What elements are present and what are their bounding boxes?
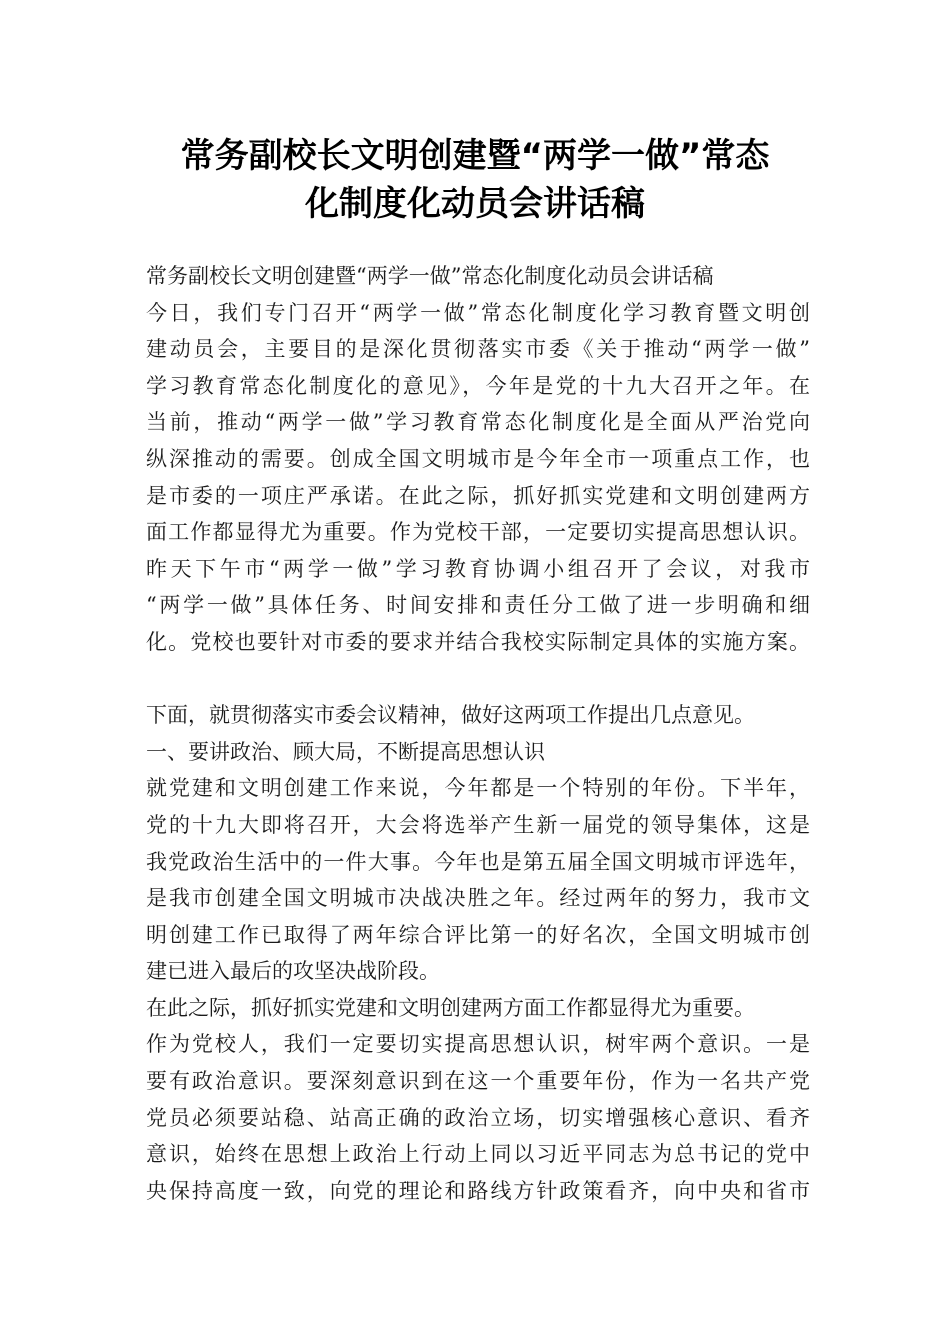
body-text-line: 在此之际，抓好抓实党建和文明创建两方面工作都显得尤为重要。: [146, 995, 755, 1020]
body-text-line: 要有政治意识。要深刻意识到在这一个重要年份，作为一名共产党: [146, 1069, 810, 1094]
document-title-line-1: 常务副校长文明创建暨“两学一做”常态: [180, 136, 770, 176]
body-text-line: 建动员会，主要目的是深化贯彻落实市委《关于推动“两学一做”: [146, 337, 810, 362]
body-text-line: 纵深推动的需要。创成全国文明城市是今年全市一项重点工作，也: [146, 446, 810, 471]
body-text-line: 当前，推动“两学一做”学习教育常态化制度化是全面从严治党向: [146, 410, 810, 435]
body-text-line: 今日，我们专门召开“两学一做”常态化制度化学习教育暨文明创: [146, 300, 810, 325]
body-text-line: 党员必须要站稳、站高正确的政治立场，切实增强核心意识、看齐: [146, 1105, 810, 1130]
body-text-line: 我党政治生活中的一件大事。今年也是第五届全国文明城市评选年，: [146, 849, 810, 874]
body-text-line: 常务副校长文明创建暨“两学一做”常态化制度化动员会讲话稿: [146, 264, 714, 288]
body-text-line: 下面，就贯彻落实市委会议精神，做好这两项工作提出几点意见。: [146, 703, 755, 728]
body-text-line: 就党建和文明创建工作来说，今年都是一个特别的年份。下半年，: [146, 776, 810, 801]
document-body: [146, 258, 810, 1209]
body-text-line: 学习教育常态化制度化的意见》，今年是党的十九大召开之年。在: [146, 373, 810, 398]
body-text-line: 意识，始终在思想上政治上行动上同以习近平同志为总书记的党中: [146, 1142, 810, 1167]
body-text-line: 化。党校也要针对市委的要求并结合我校实际制定具体的实施方案。: [146, 629, 810, 654]
body-text-line: 是市委的一项庄严承诺。在此之际，抓好抓实党建和文明创建两方: [146, 483, 810, 508]
body-text-line: 央保持高度一致，向党的理论和路线方针政策看齐，向中央和省市: [146, 1178, 810, 1203]
body-text-line: 一、要讲政治、顾大局，不断提高思想认识: [146, 739, 545, 764]
body-text-line: 昨天下午市“两学一做”学习教育协调小组召开了会议，对我市: [146, 556, 810, 581]
body-text-line: 明创建工作已取得了两年综合评比第一的好名次，全国文明城市创: [146, 922, 810, 947]
paragraph-gap: [146, 661, 810, 698]
body-text-line: 作为党校人，我们一定要切实提高思想认识，树牢两个意识。一是: [146, 1032, 810, 1057]
body-text-line: 党的十九大即将召开，大会将选举产生新一届党的领导集体，这是: [146, 812, 810, 837]
body-text-line: 面工作都显得尤为重要。作为党校干部，一定要切实提高思想认识。: [146, 520, 810, 545]
document-title-line-2: 化制度化动员会讲话稿: [305, 184, 645, 224]
body-text-line: 是我市创建全国文明城市决战决胜之年。经过两年的努力，我市文: [146, 886, 810, 911]
body-text-line: “两学一做”具体任务、时间安排和责任分工做了进一步明确和细: [146, 593, 810, 618]
body-text-line: 建已进入最后的攻坚决战阶段。: [146, 959, 440, 984]
